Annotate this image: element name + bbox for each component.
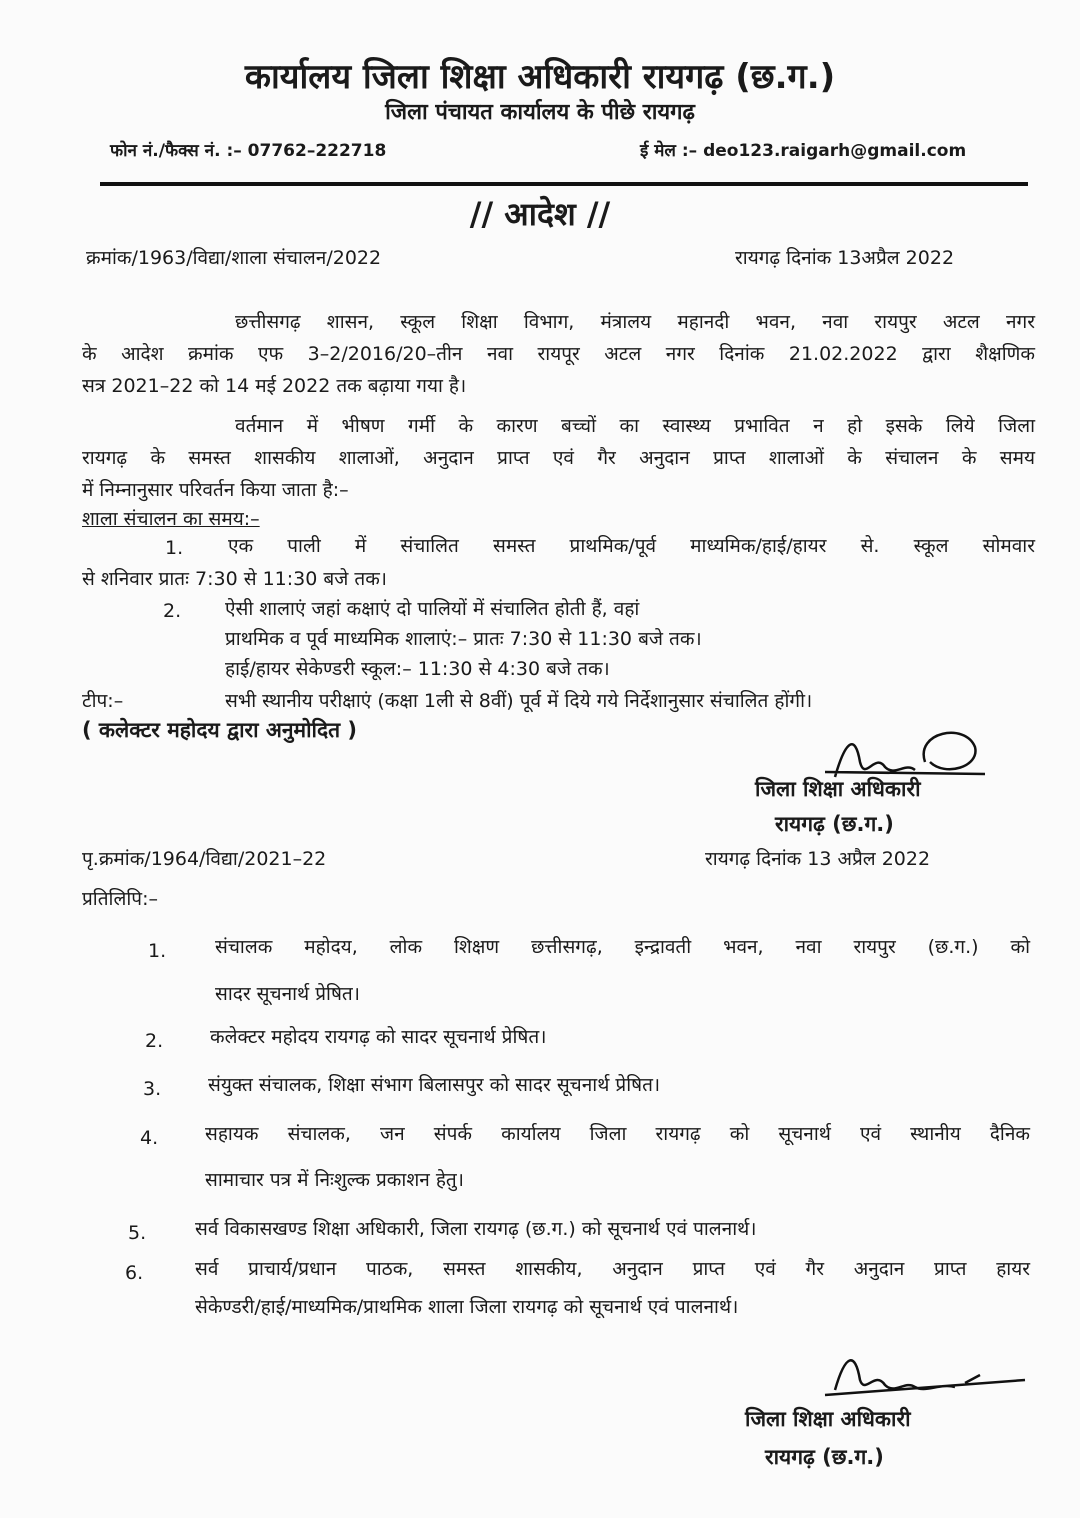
item2-line: ऐसी शालाएं जहां कक्षाएं दो पालियों में संचालित होती हैं, वहां (225, 598, 640, 620)
copy-item-number: 2. (145, 1030, 164, 1052)
email: ई मेल :– deo123.raigarh@gmail.com (640, 141, 967, 161)
signatory-title: जिला शिक्षा अधिकारी (745, 1407, 911, 1431)
copy-item-number: 3. (143, 1078, 162, 1100)
copy-item-line: सादर सूचनार्थ प्रेषित। (215, 983, 360, 1005)
copy-item-number: 5. (128, 1222, 147, 1244)
office-address: जिला पंचायत कार्यालय के पीछे रायगढ़ (385, 100, 695, 125)
timing-subheading: शाला संचालन का समय:– (82, 508, 260, 530)
order-date: रायगढ़ दिनांक 13अप्रैल 2022 (735, 247, 955, 269)
item2-line: हाई/हायर सेकेण्डरी स्कूल:– 11:30 से 4:30 बजे तक। (225, 658, 610, 680)
item2-line: प्राथमिक व पूर्व माध्यमिक शालाएं:– प्रातः 7:30 से 11:30 बजे तक। (225, 628, 702, 650)
para1-line: के आदेश क्रमांक एफ 3–2/2016/20–तीन नवा रायपूर अटल नगर दिनांक 21.02.2022 द्वारा शैक्षणिक (82, 343, 1035, 365)
note-text: सभी स्थानीय परीक्षाएं (कक्षा 1ली से 8वीं) पूर्व में दिये गये निर्देशानुसार संचालित होंगी। (225, 690, 813, 712)
para2-line: में निम्नानुसार परिवर्तन किया जाता है:– (82, 479, 349, 501)
para1-line: सत्र 2021–22 को 14 मई 2022 तक बढ़ाया गया है। (82, 375, 467, 397)
item-number: 2. (163, 600, 182, 622)
item1-line: एक पाली में संचालित समस्त प्राथमिक/पूर्व माध्यमिक/हाई/हायर से. स्कूल सोमवार (228, 535, 1035, 557)
note-label: टीप:– (82, 690, 124, 712)
para2-line: वर्तमान में भीषण गर्मी के कारण बच्चों का स्वास्थ्य प्रभावित न हो इसके लिये जिला (235, 415, 1035, 437)
copy-item-line: सामाचार पत्र में निःशुल्क प्रकाशन हेतु। (205, 1169, 464, 1191)
approval-note: ( कलेक्टर महोदय द्वारा अनुमोदित ) (82, 718, 358, 742)
copy-item-line: कलेक्टर महोदय रायगढ़ को सादर सूचनार्थ प्रेषित। (210, 1026, 547, 1048)
copy-item-number: 1. (148, 940, 167, 962)
phone-fax: फोन नं./फैक्स नं. :– 07762–222718 (110, 141, 387, 161)
copy-item-line: सर्व प्राचार्य/प्रधान पाठक, समस्त शासकीय, अनुदान प्राप्त एवं गैर अनुदान प्राप्त हायर (195, 1258, 1030, 1280)
copy-item-line: संचालक महोदय, लोक शिक्षण छत्तीसगढ़, इन्द्रावती भवन, नवा रायपुर (छ.ग.) को (215, 936, 1030, 958)
signatory-place: रायगढ़ (छ.ग.) (775, 812, 894, 836)
copy-item-line: सहायक संचालक, जन संपर्क कार्यालय जिला रायगढ़ को सूचनार्थ एवं स्थानीय दैनिक (205, 1123, 1030, 1145)
order-ref: क्रमांक/1963/विद्या/शाला संचालन/2022 (86, 247, 382, 269)
copy-item-line: सर्व विकासखण्ड शिक्षा अधिकारी, जिला रायगढ़ (छ.ग.) को सूचनार्थ एवं पालनार्थ। (195, 1218, 757, 1240)
office-title: कार्यालय जिला शिक्षा अधिकारी रायगढ़ (छ.ग.) (244, 57, 836, 97)
header-divider (100, 182, 1028, 186)
copy-item-number: 4. (140, 1127, 159, 1149)
item1-line: से शनिवार प्रातः 7:30 से 11:30 बजे तक। (82, 568, 387, 590)
copy-date: रायगढ़ दिनांक 13 अप्रैल 2022 (705, 848, 931, 870)
copy-label: प्रतिलिपि:– (82, 888, 158, 910)
signature (815, 1345, 1035, 1405)
para2-line: रायगढ़ के समस्त शासकीय शालाओं, अनुदान प्राप्त एवं गैर अनुदान प्राप्त शालाओं के संचालन के समय (82, 447, 1035, 469)
signatory-place: रायगढ़ (छ.ग.) (765, 1445, 884, 1469)
para1-line: छत्तीसगढ़ शासन, स्कूल शिक्षा विभाग, मंत्रालय महानदी भवन, नवा रायपुर अटल नगर (235, 311, 1035, 333)
item-number: 1. (165, 537, 184, 559)
copy-item-line: संयुक्त संचालक, शिक्षा संभाग बिलासपुर को सादर सूचनार्थ प्रेषित। (208, 1074, 661, 1096)
order-title: // आदेश // (469, 195, 611, 233)
copy-ref: पृ.क्रमांक/1964/विद्या/2021–22 (82, 848, 327, 870)
copy-item-line: सेकेण्डरी/हाई/माध्यमिक/प्राथमिक शाला जिला रायगढ़ को सूचनार्थ एवं पालनार्थ। (195, 1296, 739, 1318)
copy-item-number: 6. (125, 1262, 144, 1284)
signatory-title: जिला शिक्षा अधिकारी (755, 777, 921, 801)
